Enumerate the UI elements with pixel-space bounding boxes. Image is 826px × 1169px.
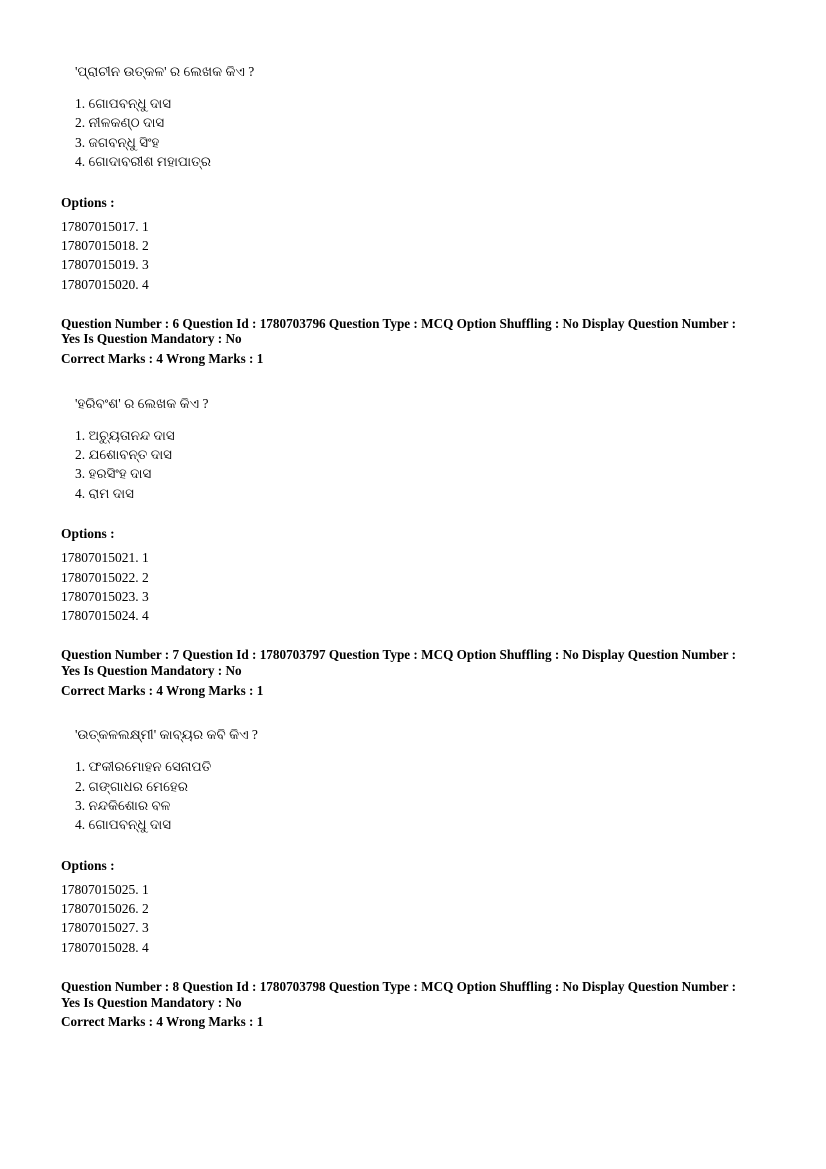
marks-meta: Correct Marks : 4 Wrong Marks : 1	[61, 682, 264, 698]
option-id-line: 17807015017. 1	[61, 218, 149, 234]
option-id-list	[61, 217, 765, 294]
choice-item: 2. ନୀଳକଣ୍ଠ ଦାସ	[75, 115, 165, 131]
marks-meta: Correct Marks : 4 Wrong Marks : 1	[61, 351, 264, 366]
choice-item: 4. ଗୋଦାବରୀଶ ମହାପାତ୍ର	[75, 154, 211, 170]
choice-list	[61, 426, 765, 504]
question-text: 'ପ୍ରାଚୀନ ଉତ୍କଳ' ର ଲେଖକ କିଏ ?	[75, 64, 255, 79]
option-id-line: 17807015020. 4	[61, 276, 149, 292]
choice-list	[61, 757, 765, 835]
option-id-line: 17807015027. 3	[61, 920, 149, 936]
choice-item: 3. ଜଗବନ୍ଧୁ ସିଂହ	[75, 134, 160, 150]
options-heading: Options :	[61, 526, 115, 542]
option-id-line: 17807015022. 2	[61, 569, 149, 585]
choice-list	[61, 94, 765, 172]
choice-item: 2. ଗଙ୍ଗାଧର ମେହେର	[75, 778, 188, 794]
question-text: 'ହରିବଂଶ' ର ଲେଖକ କିଏ ?	[75, 395, 209, 411]
question-meta: Question Number : 8 Question Id : 1780703798 Question Type : MCQ Option Shuffling : No Display Question Number : Yes Is Question Mandatory : No	[61, 979, 736, 1010]
option-id-line: 17807015021. 1	[61, 550, 149, 566]
option-id-line: 17807015019. 3	[61, 257, 149, 273]
question-block	[61, 62, 765, 367]
question-text: 'ଉତ୍କଳଲକ୍ଷ୍ମୀ' କାବ୍ୟର କବି କିଏ ?	[75, 727, 258, 743]
choice-item: 1. ଅଚ୍ୟୁତାନନ୍ଦ ଦାସ	[75, 427, 175, 443]
option-id-line: 17807015023. 3	[61, 588, 149, 604]
choice-item: 1. ଫକୀରମୋହନ ସେନାପତି	[75, 759, 212, 775]
choice-item: 4. ଗୋପବନ୍ଧୁ ଦାସ	[75, 817, 171, 833]
option-id-line: 17807015028. 4	[61, 939, 149, 955]
option-id-line: 17807015018. 2	[61, 237, 149, 253]
option-id-list	[61, 548, 765, 625]
question-meta: Question Number : 6 Question Id : 1780703796 Question Type : MCQ Option Shuffling : No Display Question Number : Yes Is Question Mandatory : No	[61, 315, 736, 347]
option-id-line: 17807015026. 2	[61, 901, 149, 917]
question-block	[61, 394, 765, 699]
choice-item: 1. ଗୋପବନ୍ଧୁ ଦାସ	[75, 96, 171, 111]
choice-item: 3. ହରସିଂହ ଦାସ	[75, 466, 152, 482]
question-meta-block	[61, 316, 753, 367]
options-heading: Options :	[61, 194, 115, 210]
question-meta: Question Number : 7 Question Id : 1780703797 Question Type : MCQ Option Shuffling : No Display Question Number : Yes Is Question Mandatory : No	[61, 647, 736, 678]
question-meta-block	[61, 979, 753, 1030]
options-heading: Options :	[61, 857, 115, 873]
choice-item: 4. ରାମ ଦାସ	[75, 485, 134, 501]
option-id-line: 17807015024. 4	[61, 608, 149, 624]
option-id-list	[61, 880, 765, 957]
choice-item: 2. ଯଶୋବନ୍ତ ଦାସ	[75, 447, 172, 462]
question-block	[61, 725, 765, 1030]
option-id-line: 17807015025. 1	[61, 881, 149, 897]
question-meta-block	[61, 647, 753, 698]
marks-meta: Correct Marks : 4 Wrong Marks : 1	[61, 1014, 264, 1030]
choice-item: 3. ନନ୍ଦକିଶୋର ବଳ	[75, 798, 171, 813]
